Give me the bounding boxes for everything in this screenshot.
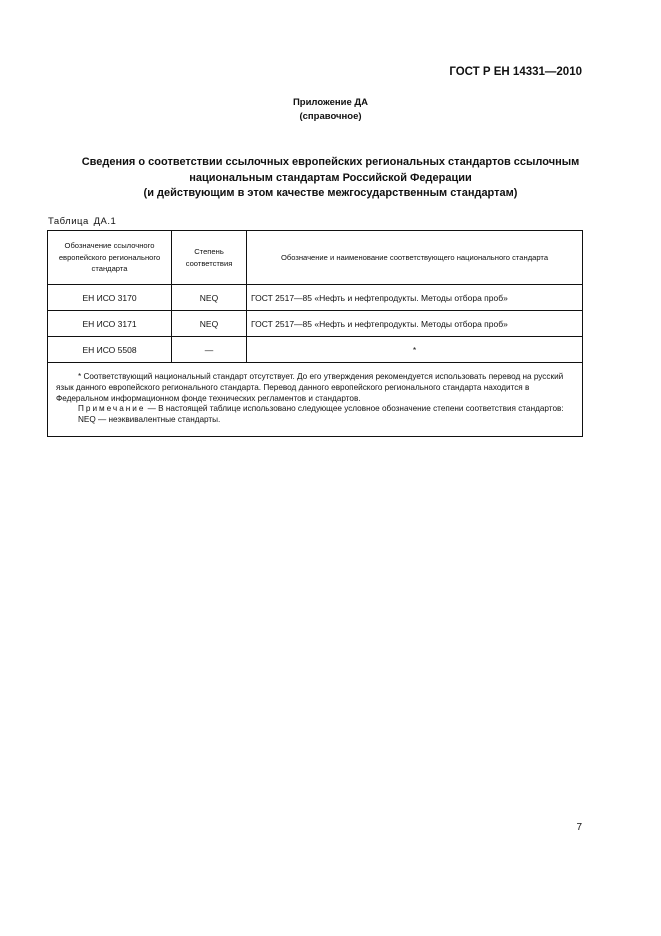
- table-caption: [48, 216, 116, 227]
- page-number: 7: [576, 822, 582, 833]
- cell-national: *: [247, 337, 583, 363]
- table-caption-number: ДА.1: [93, 216, 117, 227]
- table-caption-word: Таблица: [48, 216, 89, 227]
- cell-degree: NEQ: [172, 311, 247, 337]
- cell-national: ГОСТ 2517—85 «Нефть и нефтепродукты. Методы отбора проб»: [247, 285, 583, 311]
- column-header-degree: Степень соответствия: [172, 231, 247, 285]
- column-header-reference: Обозначение ссылочного европейского регионального стандарта: [48, 231, 172, 285]
- table-row: [48, 311, 583, 337]
- note-definition: NEQ — неэквивалентные стандарты.: [78, 415, 221, 425]
- annex-title-block: [0, 96, 661, 124]
- cell-degree: —: [172, 337, 247, 363]
- annex-subtitle: (справочное): [299, 111, 362, 122]
- table-header-row: [48, 231, 583, 285]
- table-footnote-row: [48, 363, 583, 437]
- cell-reference: ЕН ИСО 3170: [48, 285, 172, 311]
- note-label: Примечание: [78, 404, 146, 414]
- footnote-text: * Соответствующий национальный стандарт отсутствует. До его утверждения рекомендуется использовать перевод на русский язык данного европейского регионального стандарта. Перевод данного европейского регионального стандарта находится в Федеральном информационном фонде технических регламентов и стандартов.: [56, 372, 564, 403]
- cell-reference: ЕН ИСО 3171: [48, 311, 172, 337]
- cell-national: ГОСТ 2517—85 «Нефть и нефтепродукты. Методы отбора проб»: [247, 311, 583, 337]
- column-header-national: Обозначение и наименование соответствующего национального стандарта: [247, 231, 583, 285]
- heading-line-1: Сведения о соответствии ссылочных европейских региональных стандартов ссылочным: [81, 156, 580, 168]
- document-code: ГОСТ Р ЕН 14331—2010: [449, 66, 582, 78]
- annex-title: Приложение ДА: [292, 97, 369, 108]
- cell-degree: NEQ: [172, 285, 247, 311]
- table-footnote-cell: [48, 363, 583, 437]
- heading-line-2: национальным стандартам Российской Федерации: [189, 171, 472, 184]
- table-row: [48, 337, 583, 363]
- table-row: [48, 285, 583, 311]
- correspondence-table: [47, 230, 583, 437]
- note-text: — В настоящей таблице использовано следующее условное обозначение степени соответствия стандартов:: [145, 404, 564, 414]
- note-paragraph: [56, 404, 574, 415]
- cell-reference: ЕН ИСО 5508: [48, 337, 172, 363]
- heading-line-3: (и действующим в этом качестве межгосударственным стандартам): [143, 187, 518, 199]
- section-heading: [40, 155, 621, 202]
